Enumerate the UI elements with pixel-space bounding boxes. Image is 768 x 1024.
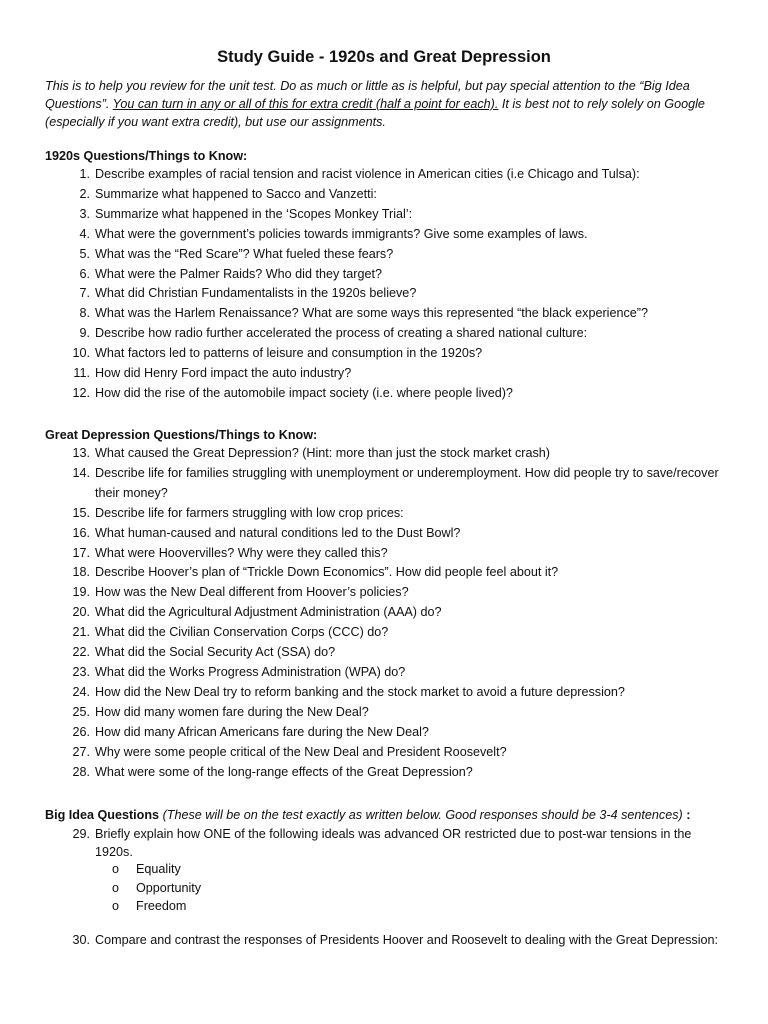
bullet-icon: o (112, 862, 120, 876)
item-number: 12. (72, 385, 90, 400)
item-number: 2. (79, 186, 90, 201)
item-text: What did the Social Security Act (SSA) do? (95, 645, 336, 660)
item-number: 5. (79, 246, 90, 261)
item-text: What were the Palmer Raids? Who did they target? (95, 266, 382, 281)
section-depression-heading: Great Depression Questions/Things to Know: (45, 428, 318, 442)
section-depression-list (45, 444, 725, 782)
item-number: 15. (72, 505, 90, 520)
item-text: Briefly explain how ONE of the following ideals was advanced OR restricted due to post-war tensions in the 1920s. (95, 827, 692, 859)
item-number: 11. (73, 366, 90, 381)
item-number: 25. (72, 704, 90, 719)
item-text: How did many women fare during the New Deal? (95, 704, 369, 719)
list-item (45, 544, 725, 564)
list-item-q30 (45, 931, 725, 951)
list-item (45, 743, 725, 763)
item-number: 3. (79, 206, 90, 221)
intro-text-2: It is best not to rely solely on Google (especially if you want extra credit), but use our assignments. (45, 97, 705, 129)
list-item (45, 524, 725, 544)
item-number: 14. (72, 465, 90, 480)
item-text: How did the New Deal try to reform banking and the stock market to avoid a future depression? (95, 684, 625, 699)
list-item (45, 284, 725, 304)
list-item (45, 583, 725, 603)
item-number: 29. (72, 827, 90, 841)
section-1920s-heading: 1920s Questions/Things to Know: (45, 149, 248, 163)
list-item (45, 185, 725, 205)
intro-extra-credit-note: You can turn in any or all of this for extra credit (half a point for each). (112, 97, 499, 111)
list-item (45, 703, 725, 723)
big-idea-heading-line (45, 806, 725, 824)
list-item (45, 643, 725, 663)
list-item (45, 663, 725, 683)
intro-text-1: This is to help you review for the unit test. Do as much or little as is helpful, but pay special attention to the “Big Idea Questions”. (45, 79, 690, 111)
item-number: 7. (79, 286, 90, 301)
item-text: What were the government’s policies towards immigrants? Give some examples of laws. (95, 226, 588, 241)
item-number: 21. (72, 625, 90, 640)
item-text: What did the Agricultural Adjustment Administration (AAA) do? (95, 605, 442, 620)
item-number: 1. (79, 167, 90, 181)
ideal-item (112, 897, 201, 916)
item-text: How did Henry Ford impact the auto industry? (95, 366, 352, 381)
item-text: What factors led to patterns of leisure and consumption in the 1920s? (95, 346, 483, 361)
item-text: Describe examples of racial tension and racist violence in American cities (i.e Chicago and Tulsa): (95, 167, 640, 181)
item-number: 18. (72, 565, 90, 580)
list-item (45, 763, 725, 783)
big-idea-list (45, 825, 725, 861)
list-item (45, 344, 725, 364)
item-number: 22. (72, 645, 90, 660)
intro-paragraph (45, 77, 725, 131)
item-number: 30. (72, 933, 90, 947)
item-text: Why were some people critical of the New Deal and President Roosevelt? (95, 744, 507, 759)
list-item (45, 304, 725, 324)
item-text: Describe life for farmers struggling with low crop prices: (95, 505, 404, 520)
list-item-q29 (45, 825, 725, 861)
list-item (45, 245, 725, 265)
bullet-icon: o (112, 880, 120, 895)
item-text: What did the Works Progress Administration (WPA) do? (95, 664, 406, 679)
item-number: 4. (79, 226, 90, 241)
item-text: What human-caused and natural conditions led to the Dust Bowl? (95, 525, 461, 540)
item-number: 19. (72, 585, 90, 600)
item-text: How was the New Deal different from Hoover’s policies? (95, 585, 409, 600)
ideal-text: Opportunity (136, 880, 202, 895)
item-text: How did many African Americans fare during the New Deal? (95, 724, 429, 739)
item-text: What did Christian Fundamentalists in the 1920s believe? (95, 286, 417, 301)
list-item (45, 165, 725, 185)
list-item (45, 464, 725, 504)
list-item (45, 603, 725, 623)
ideal-text: Equality (136, 862, 181, 876)
ideal-item (112, 860, 201, 879)
list-item (45, 504, 725, 524)
item-text: What did the Civilian Conservation Corps (CCC) do? (95, 625, 389, 640)
big-idea-colon: : (682, 808, 691, 822)
item-number: 6. (79, 266, 90, 281)
item-text: What were some of the long-range effects of the Great Depression? (95, 764, 473, 779)
bullet-icon: o (112, 899, 120, 913)
section-1920s-list (45, 165, 725, 404)
item-text: What was the Harlem Renaissance? What are some ways this represented “the black experience”? (95, 306, 648, 321)
item-text: Describe life for families struggling with unemployment or underemployment. How did people try to save/recover their money? (95, 465, 719, 500)
item-number: 23. (72, 664, 90, 679)
ideals-list (112, 860, 201, 916)
item-text: What caused the Great Depression? (Hint: more than just the stock market crash) (95, 446, 550, 460)
list-item (45, 265, 725, 285)
list-item (45, 384, 725, 404)
list-item (45, 364, 725, 384)
list-item (45, 324, 725, 344)
list-item (45, 723, 725, 743)
item-number: 27. (72, 744, 90, 759)
item-text: Summarize what happened in the ‘Scopes Monkey Trial’: (95, 206, 413, 221)
ideal-text: Freedom (136, 899, 187, 913)
item-text: What were Hoovervilles? Why were they called this? (95, 545, 388, 560)
page-title: Study Guide - 1920s and Great Depression (217, 48, 551, 66)
item-text: Describe Hoover’s plan of “Trickle Down Economics”. How did people feel about it? (95, 565, 559, 580)
item-number: 13. (72, 446, 90, 460)
item-number: 9. (79, 326, 90, 341)
item-number: 16. (72, 525, 90, 540)
item-number: 10. (72, 346, 90, 361)
item-text: Compare and contrast the responses of Presidents Hoover and Roosevelt to dealing with the Great Depression: (95, 933, 719, 947)
big-idea-note: (These will be on the test exactly as written below. Good responses should be 3-4 sentences) (162, 808, 683, 822)
list-item (45, 563, 725, 583)
item-number: 8. (79, 306, 90, 321)
list-item (45, 444, 725, 464)
item-number: 28. (72, 764, 90, 779)
list-item (45, 623, 725, 643)
list-item (45, 205, 725, 225)
item-text: What was the “Red Scare”? What fueled these fears? (95, 246, 394, 261)
big-idea-list-2 (45, 931, 725, 951)
item-text: Describe how radio further accelerated the process of creating a shared national culture: (95, 326, 588, 341)
item-text: How did the rise of the automobile impact society (i.e. where people lived)? (95, 385, 513, 400)
big-idea-heading: Big Idea Questions (45, 808, 160, 822)
item-number: 24. (72, 684, 90, 699)
item-number: 20. (72, 605, 90, 620)
list-item (45, 683, 725, 703)
ideal-item (112, 879, 201, 898)
item-number: 17. (72, 545, 90, 560)
list-item (45, 225, 725, 245)
item-text: Summarize what happened to Sacco and Vanzetti: (95, 186, 377, 201)
item-number: 26. (72, 724, 90, 739)
